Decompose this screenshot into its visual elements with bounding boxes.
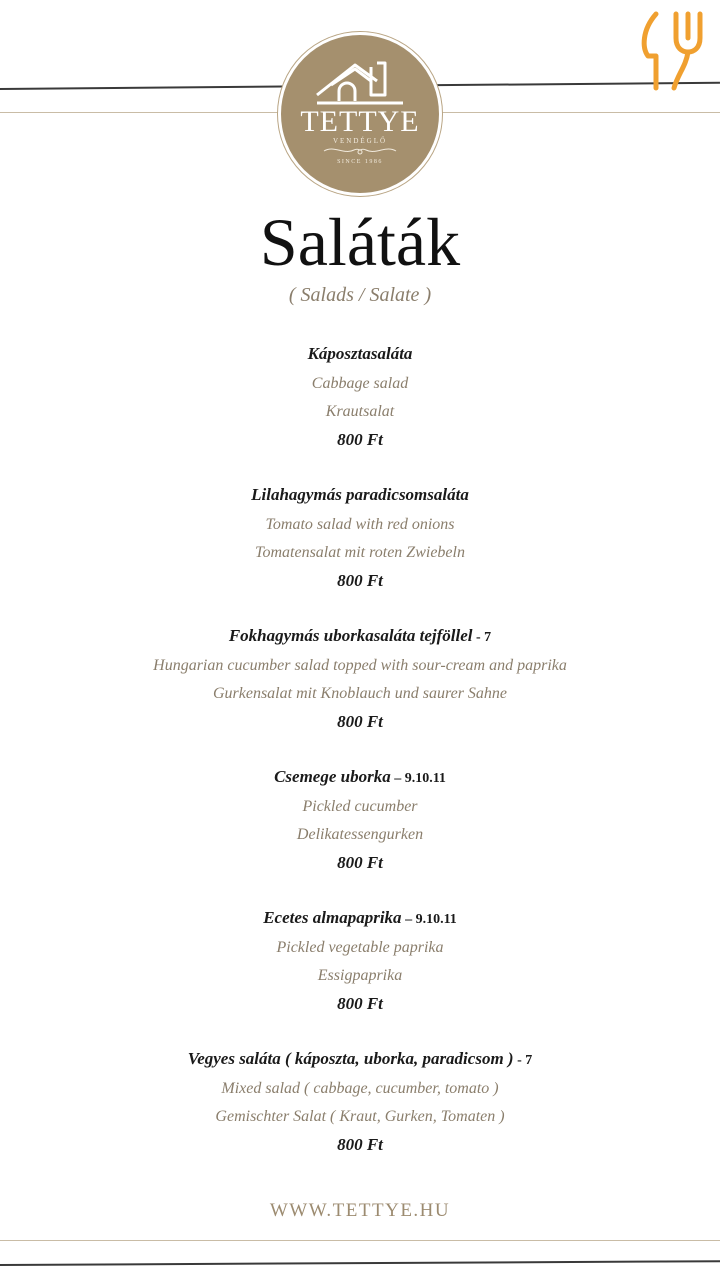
menu-item	[0, 481, 720, 622]
menu-item	[0, 622, 720, 763]
item-name: Lilahagymás paradicsomsaláta	[251, 485, 469, 504]
item-german: Krautsalat	[325, 403, 395, 420]
item-name: Káposztasaláta	[307, 344, 413, 363]
item-name-line	[0, 1045, 720, 1075]
menu-title: Saláták	[259, 204, 461, 280]
item-price: 800 Ft	[337, 430, 383, 449]
item-price: 800 Ft	[337, 571, 383, 590]
item-allergen: – 9.10.11	[390, 771, 446, 786]
item-price: 800 Ft	[337, 853, 383, 872]
bottom-light-rule	[0, 1240, 720, 1241]
item-allergen: – 9.10.11	[401, 912, 457, 927]
item-english: Pickled cucumber	[302, 798, 418, 815]
menu-item	[0, 340, 720, 481]
item-name-line	[0, 340, 720, 370]
house-emblem-icon	[311, 55, 409, 111]
item-english: Mixed salad ( cabbage, cucumber, tomato )	[221, 1080, 499, 1097]
item-name: Vegyes saláta ( káposzta, uborka, paradicsom )	[187, 1049, 514, 1068]
logo-name: TETTYE	[300, 105, 420, 138]
item-german: Tomatensalat mit roten Zwiebeln	[255, 544, 465, 561]
item-price: 800 Ft	[337, 712, 383, 731]
fork-knife-icon[interactable]	[634, 8, 706, 94]
menu-subtitle: ( Salads / Salate )	[288, 284, 432, 306]
item-german: Gemischter Salat ( Kraut, Gurken, Tomaten )	[215, 1108, 505, 1125]
menu-item	[0, 1045, 720, 1186]
item-name-line	[0, 481, 720, 511]
item-name-line	[0, 904, 720, 934]
bottom-dark-rule	[0, 1260, 720, 1266]
item-english: Hungarian cucumber salad topped with sour-cream and paprika	[153, 657, 567, 674]
item-name-line	[0, 622, 720, 652]
item-name: Csemege uborka	[274, 767, 391, 786]
menu-items	[0, 340, 720, 1186]
item-english: Cabbage salad	[311, 375, 409, 392]
item-english: Tomato salad with red onions	[265, 516, 455, 533]
item-english: Pickled vegetable paprika	[276, 939, 444, 956]
item-name-line	[0, 763, 720, 793]
menu-item	[0, 904, 720, 1045]
item-german: Gurkensalat mit Knoblauch und saurer Sahne	[212, 685, 508, 702]
item-german: Essigpaprika	[317, 967, 403, 984]
item-price: 800 Ft	[337, 994, 383, 1013]
item-price: 800 Ft	[337, 1135, 383, 1154]
website-link[interactable]: WWW.TETTYE.HU	[269, 1200, 451, 1221]
restaurant-logo	[278, 32, 442, 196]
menu-item	[0, 763, 720, 904]
item-allergen: - 7	[472, 630, 492, 645]
flourish-ornament-icon	[320, 143, 400, 157]
logo-subtitle: VENDÉGLŐ	[332, 137, 388, 145]
item-name: Ecetes almapaprika	[263, 908, 402, 927]
item-german: Delikatessengurken	[296, 826, 424, 843]
item-allergen: - 7	[513, 1053, 533, 1068]
item-name: Fokhagymás uborkasaláta tejföllel	[228, 626, 473, 645]
logo-since: SINCE 1986	[337, 159, 383, 165]
